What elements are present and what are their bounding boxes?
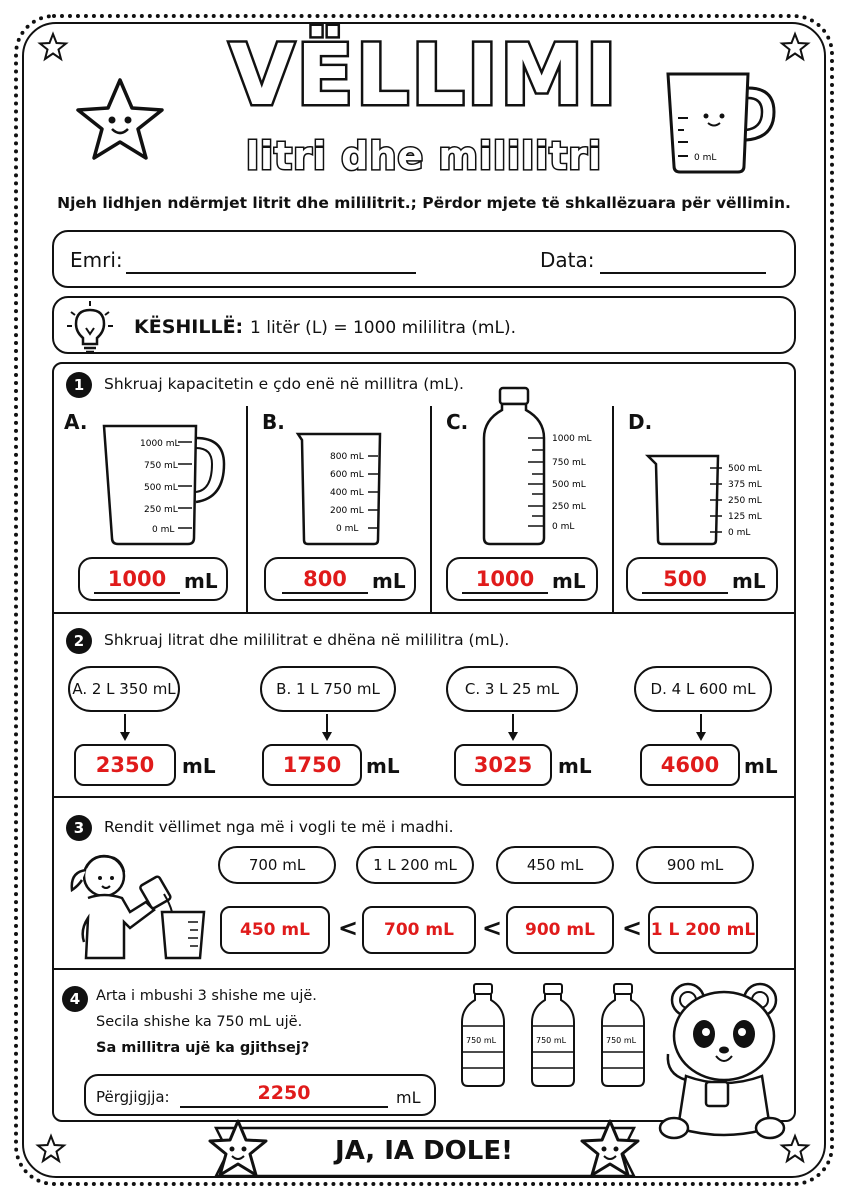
answer-value: 1000 bbox=[107, 567, 167, 591]
date-field[interactable] bbox=[600, 272, 766, 274]
section-divider bbox=[52, 796, 796, 798]
item-letter: D. bbox=[628, 410, 653, 434]
lightbulb-icon bbox=[66, 300, 114, 356]
arrow-down-icon bbox=[694, 714, 708, 742]
scale-label: 125 mL bbox=[728, 512, 762, 522]
answer-value: 800 bbox=[303, 567, 347, 591]
scale-label: 500 mL bbox=[552, 480, 586, 490]
scale-label: 500 mL bbox=[728, 464, 762, 474]
tip-text: 1 litër (L) = 1000 mililitra (mL). bbox=[250, 318, 516, 338]
scale-label: 750 mL bbox=[552, 458, 586, 468]
bottle-label: 750 mL bbox=[536, 1036, 567, 1045]
arrow-down-icon bbox=[320, 714, 334, 742]
tip-label: KËSHILLË: bbox=[134, 316, 244, 338]
answer-value: 1000 bbox=[475, 567, 535, 591]
bottle-label: 750 mL bbox=[606, 1036, 637, 1045]
question-prompt: Shkruaj litrat dhe mililitrat e dhëna në mililitra (mL). bbox=[104, 631, 510, 649]
beaker-icon bbox=[646, 452, 776, 548]
volume-card: 900 mL bbox=[636, 846, 754, 884]
unit-label: mL bbox=[552, 569, 586, 593]
unit-label: mL bbox=[372, 569, 406, 593]
answer-box[interactable] bbox=[446, 557, 598, 601]
ordered-answer[interactable]: 450 mL bbox=[220, 906, 330, 954]
cup-mark-label: 0 mL bbox=[694, 153, 717, 163]
column-divider bbox=[246, 406, 248, 612]
beaker-icon bbox=[296, 430, 386, 548]
column-divider bbox=[430, 406, 432, 612]
scale-label: 375 mL bbox=[728, 480, 762, 490]
tip-box bbox=[52, 296, 796, 354]
page-title: VËLLIMI bbox=[229, 26, 619, 124]
ordered-answer[interactable]: 900 mL bbox=[506, 906, 614, 954]
scale-label: 0 mL bbox=[728, 528, 751, 538]
scale-label: 1000 mL bbox=[552, 434, 592, 444]
answer-box[interactable] bbox=[264, 557, 416, 601]
water-bottle-icon bbox=[528, 982, 578, 1088]
unit-label: mL bbox=[558, 754, 592, 778]
star-icon bbox=[578, 1118, 642, 1180]
volume-card: 1 L 200 mL bbox=[356, 846, 474, 884]
scale-label: 250 mL bbox=[552, 502, 586, 512]
scale-label: 800 mL bbox=[330, 452, 364, 462]
column-divider bbox=[612, 406, 614, 612]
name-field[interactable] bbox=[126, 272, 416, 274]
answer-label: Përgjigjja: bbox=[96, 1088, 170, 1106]
name-label: Emri: bbox=[70, 248, 123, 272]
less-than-symbol: < bbox=[622, 914, 643, 942]
section-divider bbox=[52, 612, 796, 614]
scale-label: 200 mL bbox=[330, 506, 364, 516]
page-subtitle: litri dhe mililitri bbox=[245, 134, 603, 178]
arrow-down-icon bbox=[506, 714, 520, 742]
answer-box[interactable]: 4600 bbox=[640, 744, 740, 786]
volume-card: 450 mL bbox=[496, 846, 614, 884]
word-problem-line: Secila shishe ka 750 mL ujë. bbox=[96, 1014, 303, 1030]
scale-label: 0 mL bbox=[336, 524, 359, 534]
water-bottle-icon bbox=[598, 982, 648, 1088]
answer-box[interactable] bbox=[626, 557, 778, 601]
ordered-answer[interactable]: 700 mL bbox=[362, 906, 476, 954]
answer-value: 500 bbox=[663, 567, 707, 591]
item-letter: C. bbox=[446, 410, 469, 434]
word-problem-line: Arta i mbushi 3 shishe me ujë. bbox=[96, 988, 317, 1004]
volume-card: 700 mL bbox=[218, 846, 336, 884]
answer-box[interactable] bbox=[84, 1074, 436, 1116]
scale-label: 750 mL bbox=[144, 461, 178, 471]
water-bottle-icon bbox=[458, 982, 508, 1088]
name-date-row bbox=[52, 230, 796, 288]
unit-label: mL bbox=[744, 754, 778, 778]
unit-label: mL bbox=[184, 569, 218, 593]
answer-box[interactable] bbox=[78, 557, 228, 601]
given-volume: D. 4 L 600 mL bbox=[634, 666, 772, 712]
unit-label: mL bbox=[396, 1088, 421, 1107]
given-volume: B. 1 L 750 mL bbox=[260, 666, 396, 712]
arrow-down-icon bbox=[118, 714, 132, 742]
given-volume: C. 3 L 25 mL bbox=[446, 666, 578, 712]
learning-objectives: Njeh lidhjen ndërmjet litrit dhe mililitrit.; Përdor mjete të shkallëzuara për vëllimin. bbox=[57, 194, 791, 212]
unit-label: mL bbox=[182, 754, 216, 778]
girl-pouring-icon bbox=[64, 846, 212, 962]
less-than-symbol: < bbox=[338, 914, 359, 942]
less-than-symbol: < bbox=[482, 914, 503, 942]
question-prompt: Rendit vëllimet nga më i vogli te më i madhi. bbox=[104, 818, 454, 836]
answer-value: 2250 bbox=[257, 1082, 311, 1104]
footer-banner-text: JA, IA DOLE! bbox=[335, 1136, 513, 1166]
date-label: Data: bbox=[540, 248, 595, 272]
scale-label: 0 mL bbox=[552, 522, 575, 532]
unit-label: mL bbox=[366, 754, 400, 778]
scale-label: 250 mL bbox=[144, 505, 178, 515]
item-letter: B. bbox=[262, 410, 285, 434]
question-number: 3 bbox=[66, 815, 92, 841]
question-number: 1 bbox=[66, 372, 92, 398]
panda-icon bbox=[660, 978, 786, 1142]
scale-label: 400 mL bbox=[330, 488, 364, 498]
star-icon bbox=[206, 1118, 270, 1180]
item-letter: A. bbox=[64, 410, 88, 434]
scale-label: 600 mL bbox=[330, 470, 364, 480]
scale-label: 250 mL bbox=[728, 496, 762, 506]
unit-label: mL bbox=[732, 569, 766, 593]
given-volume: A. 2 L 350 mL bbox=[68, 666, 180, 712]
answer-box[interactable]: 2350 bbox=[74, 744, 176, 786]
scale-label: 500 mL bbox=[144, 483, 178, 493]
word-problem-question: Sa millitra ujë ka gjithsej? bbox=[96, 1040, 310, 1056]
answer-box[interactable]: 3025 bbox=[454, 744, 552, 786]
question-prompt: Shkruaj kapacitetin e çdo enë në millitra (mL). bbox=[104, 375, 464, 393]
question-number: 4 bbox=[62, 986, 88, 1012]
bottle-label: 750 mL bbox=[466, 1036, 497, 1045]
ordered-answer[interactable]: 1 L 200 mL bbox=[648, 906, 758, 954]
measuring-jug-icon bbox=[100, 422, 230, 548]
scale-label: 1000 mL bbox=[140, 439, 180, 449]
section-divider bbox=[52, 968, 796, 970]
scale-label: 0 mL bbox=[152, 525, 175, 535]
bottle-icon bbox=[480, 386, 600, 548]
question-number: 2 bbox=[66, 628, 92, 654]
answer-box[interactable]: 1750 bbox=[262, 744, 362, 786]
